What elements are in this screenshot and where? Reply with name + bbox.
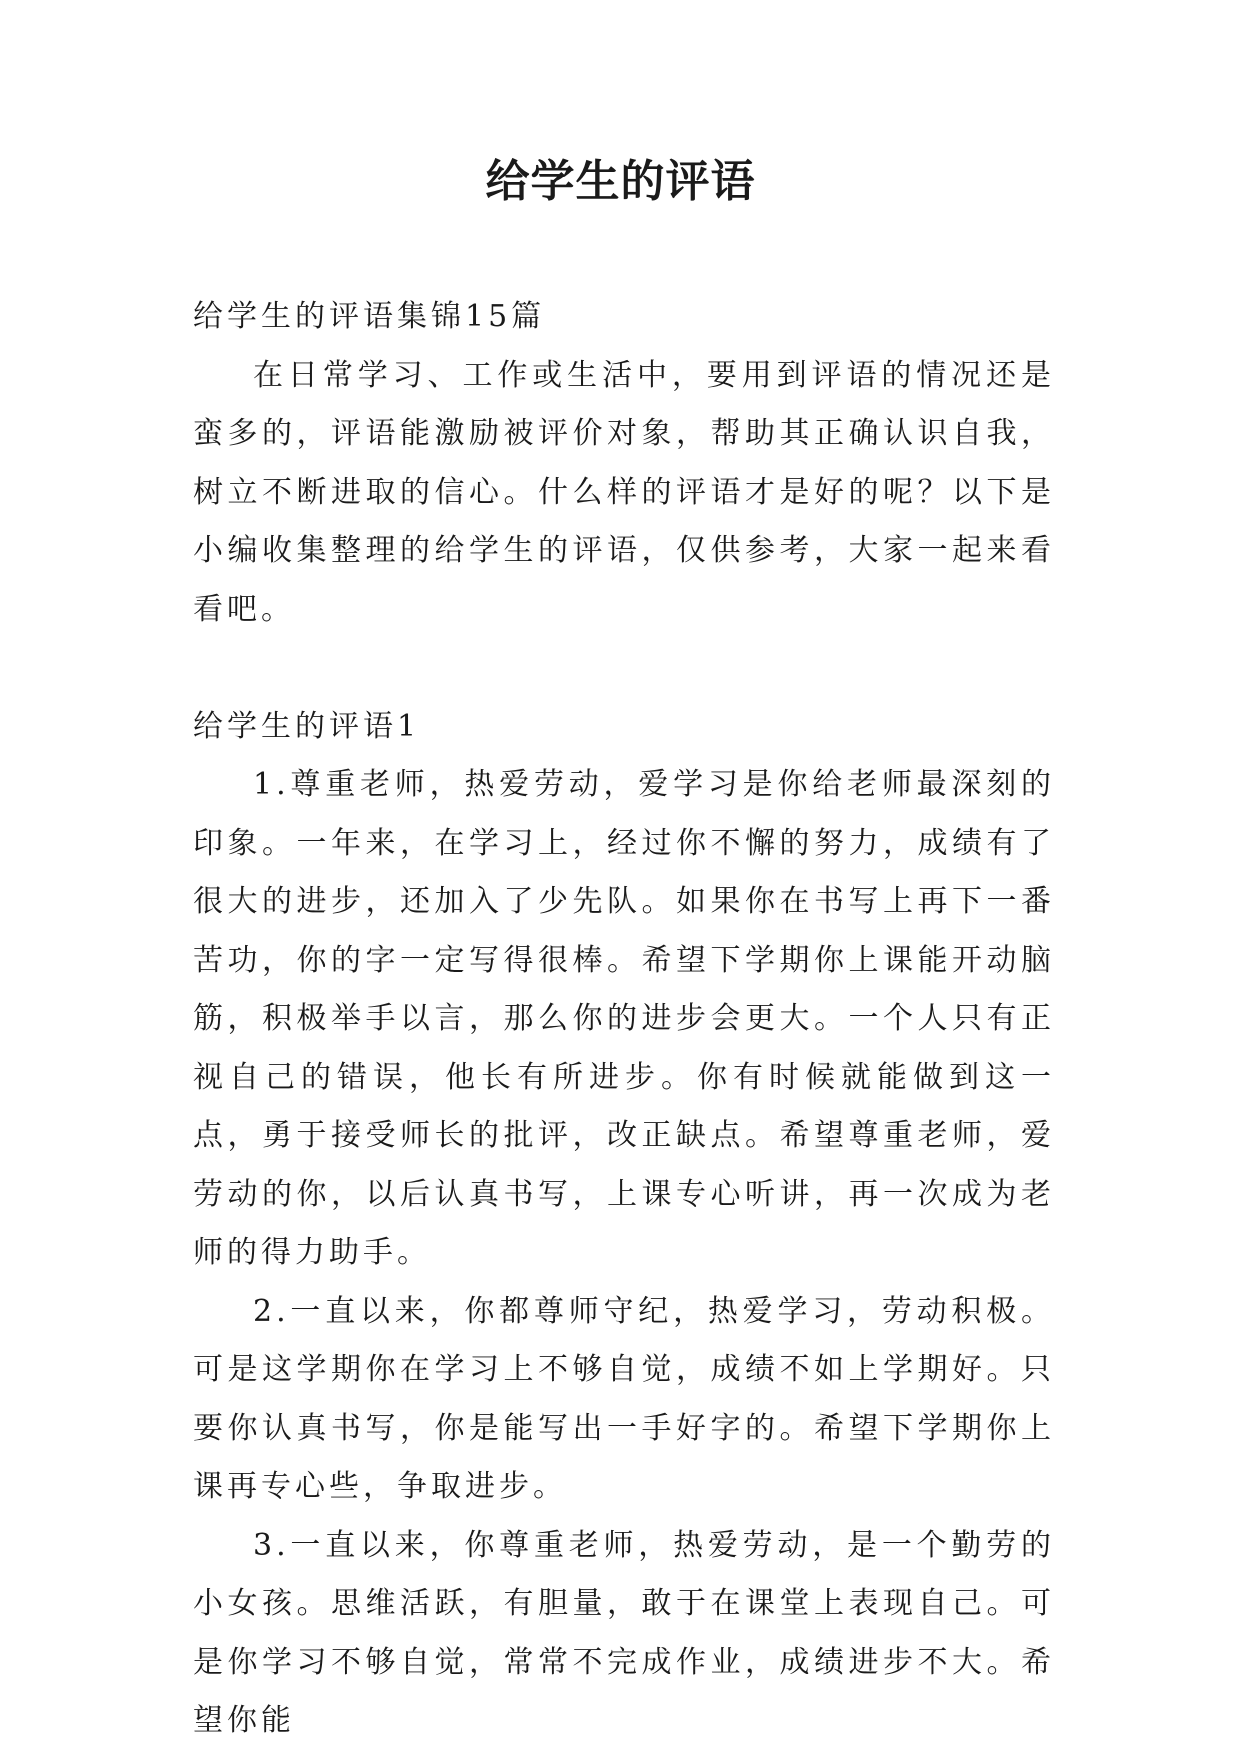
comment-item-1: 1.尊重老师，热爱劳动，爱学习是你给老师最深刻的印象。一年来，在学习上，经过你不懈的努力，成绩有了很大的进步，还加入了少先队。如果你在书写上再下一番苦功，你的字一定写得很棒。希望下学期你上课能开动脑筋，积极举手以言，那么你的进步会更大。一个人只有正视自己的错误，他长有所进步。你有时候就能做到这一点，勇于接受师长的批评，改正缺点。希望尊重老师，爱劳动的你，以后认真书写，上课专心听讲，再一次成为老师的得力助手。 xyxy=(193,767,1055,1270)
paragraph-spacer xyxy=(193,639,1055,698)
section-heading: 给学生的评语1 xyxy=(193,708,421,744)
document-body xyxy=(193,288,1055,1751)
comment-item-2: 2.一直以来，你都尊师守纪，热爱学习，劳动积极。可是这学期你在学习上不够自觉，成绩不如上学期好。只要你认真书写，你是能写出一手好字的。希望下学期你上课再专心些，争取进步。 xyxy=(193,1293,1055,1504)
document-title: 给学生的评语 xyxy=(485,156,756,207)
comment-item-3: 3.一直以来，你尊重老师，热爱劳动，是一个勤劳的小女孩。思维活跃，有胆量，敢于在课堂上表现自己。可是你学习不够自觉，常常不完成作业，成绩进步不大。希望你能 xyxy=(193,1527,1055,1738)
intro-paragraph: 在日常学习、工作或生活中，要用到评语的情况还是蛮多的，评语能激励被评价对象，帮助其正确认识自我，树立不断进取的信心。什么样的评语才是好的呢？以下是小编收集整理的给学生的评语，仅供参考，大家一起来看看吧。 xyxy=(193,357,1055,627)
collection-subtitle: 给学生的评语集锦15篇 xyxy=(193,299,546,334)
